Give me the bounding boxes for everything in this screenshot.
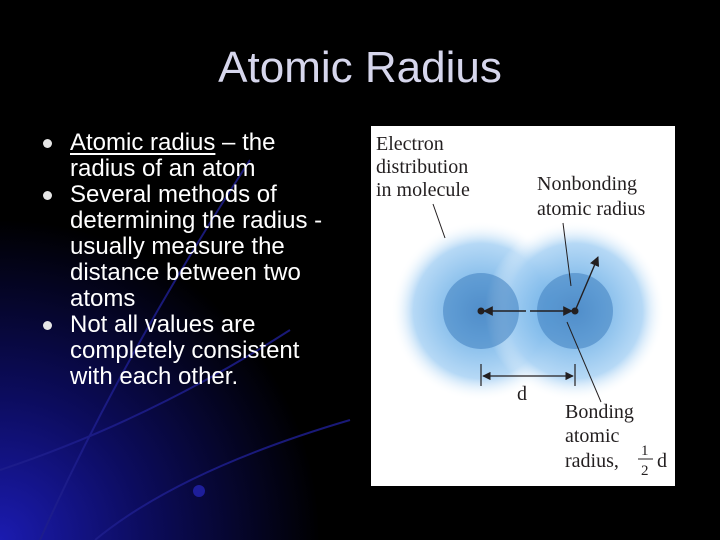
fraction-variable: d bbox=[657, 450, 667, 472]
bullet-icon bbox=[43, 139, 52, 148]
fraction-denominator: 2 bbox=[641, 463, 649, 479]
bullet-icon bbox=[43, 321, 52, 330]
slide-title: Atomic Radius bbox=[218, 43, 502, 92]
bullet-item bbox=[40, 130, 340, 182]
nucleus-left bbox=[478, 308, 485, 315]
bullet-icon bbox=[43, 191, 52, 200]
atomic-radius-diagram bbox=[371, 126, 675, 486]
nonbonding-label: Nonbonding atomic radius bbox=[537, 173, 646, 220]
bullet-item bbox=[40, 182, 340, 312]
bullet-text: Several methods of determining the radius - usually measure the distance between two atoms bbox=[70, 181, 323, 312]
distance-label: d bbox=[517, 383, 527, 405]
fraction-numerator: 1 bbox=[641, 443, 649, 459]
half-d-fraction bbox=[638, 443, 667, 479]
electron-label: Electron distribution in molecule bbox=[376, 133, 470, 201]
bullet-text: Not all values are completely consistent with each other. bbox=[70, 311, 300, 390]
bullet-item bbox=[40, 312, 340, 390]
bullet-text: – the radius of an atom bbox=[70, 129, 276, 182]
bullet-list bbox=[40, 130, 340, 390]
bonding-label: Bonding atomic radius, bbox=[565, 401, 634, 472]
term-atomic-radius: Atomic radius bbox=[70, 129, 216, 156]
decorative-dot bbox=[193, 485, 205, 497]
electron-cloud bbox=[391, 221, 665, 401]
